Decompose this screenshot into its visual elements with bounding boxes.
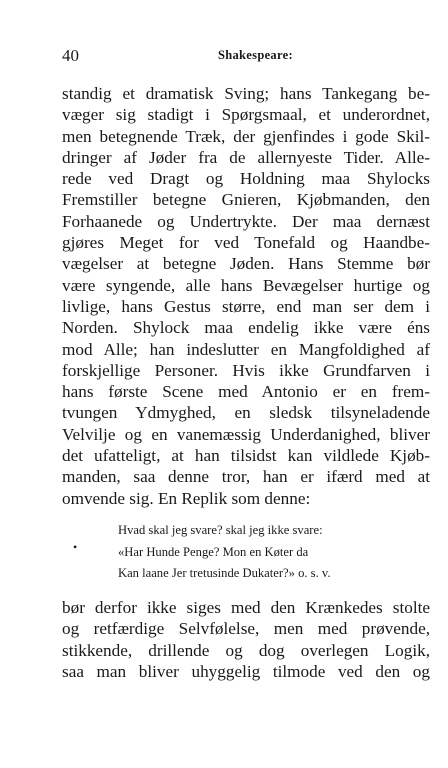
paragraph-continuation [62,597,430,682]
text-line: gjøres Meget for ved Tonefald og Haandbe- [62,233,430,253]
text-line: og retfærdige Selvfølelse, men med prøvende, [62,619,430,639]
text-line: rede ved Dragt og Holdning maa Shylocks [62,169,430,189]
text-line: Velvilje og en vanemæssig Underdanighed, bliver [62,424,430,444]
text-line: saa man bliver uhyggelig tilmode ved den og [62,661,430,681]
paragraph-main [62,83,430,509]
text-line: være syngende, alle hans Bevægelser hurtige og [62,275,430,295]
text-line: det ufatteligt, at han tilsidst kan vildlede Kjøb- [62,446,430,466]
text-line: Forhaanede og Undertrykte. Der maa dernæst [62,211,430,231]
quote-line: Hvad skal jeg svare? skal jeg ikke svare: [118,523,323,537]
margin-mark: • [73,540,78,554]
text-line: stikkende, drillende og dog overlegen Logik, [62,640,430,660]
text-line: mod Alle; han indeslutter en Mangfoldighed af [62,339,430,359]
text-line: omvende sig. En Replik som denne: [62,488,311,508]
text-line: men betegnende Træk, der gjenfindes i gode Skil- [62,126,430,146]
text-line: forskjellige Personer. Hvis ikke Grundfarven i [62,360,430,380]
text-line: livlige, hans Gestus større, end man ser dem i [62,296,430,316]
quote-line: «Har Hunde Penge? Mon en Køter da [118,544,309,559]
text-line: hans første Scene med Antonio er en frem- [62,382,430,402]
text-line: standig et dramatisk Sving; hans Tankegang be- [62,84,430,103]
text-line: bør derfor ikke siges med den Krænkedes stolte [62,598,430,617]
text-line: manden, saa denne tror, han er ifærd med at [62,467,430,487]
running-head [62,46,398,66]
quote-line: Kan laane Jer tretusinde Dukater?» o. s. v. [118,566,331,580]
text-line: væger sig stadigt i Spørgsmaal, et underordnet, [62,105,430,125]
text-line: tvungen Ydmyghed, en sledsk tilsyneladende [62,403,430,423]
text-line: Fremstiller betegne Gnieren, Kjøbmanden, den [62,190,430,210]
text-line: Norden. Shylock maa endelig ikke være éns [62,318,430,338]
text-line: dringer af Jøder fra de allernyeste Tider. Alle- [62,147,430,167]
block-quote [118,520,388,585]
page-number: 40 [62,46,79,65]
running-title: Shakespeare: [218,48,293,62]
text-line: vægelser at betegne Jøden. Hans Stemme bør [62,254,430,274]
